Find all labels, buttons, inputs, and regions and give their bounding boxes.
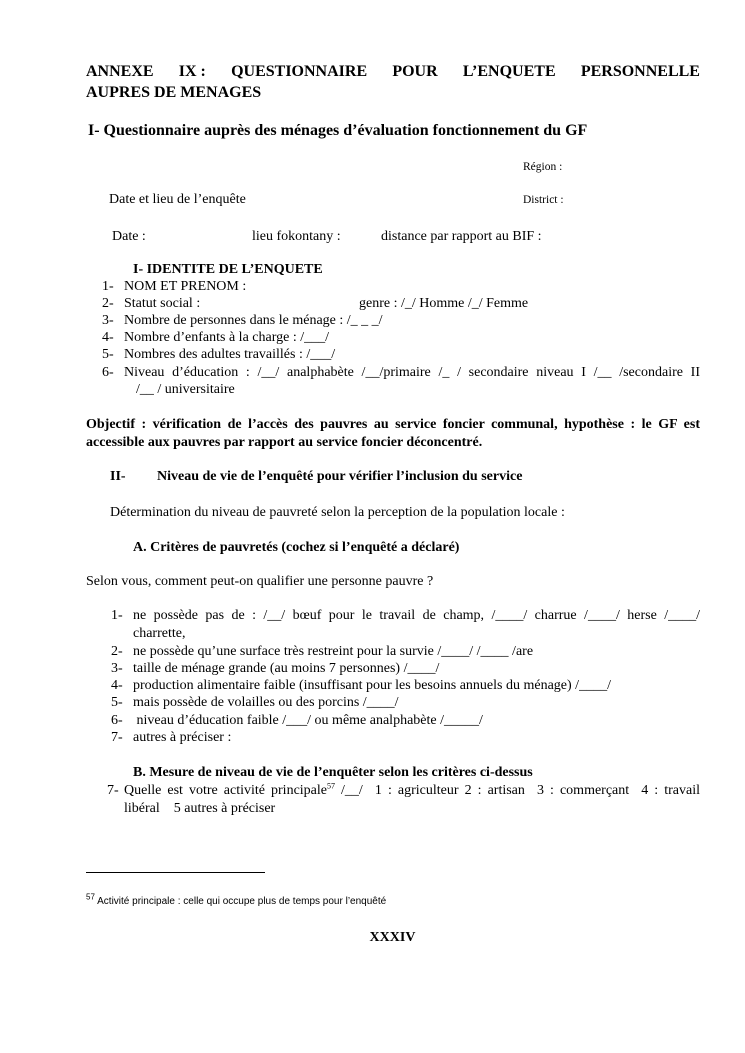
list-item-continuation: /__ / universitaire [136, 382, 235, 397]
title-line-2: AUPRES DE MENAGES [86, 84, 262, 101]
list-item-number: 5- [102, 347, 114, 362]
list-item: Niveau d’éducation : /__/ analphabète /__/primaire /_ / secondaire niveau I /__ /secondaire II [124, 365, 700, 380]
list-item-number: 1- [111, 608, 123, 623]
list-item: niveau d’éducation faible /___/ ou même analphabète /_____/ [133, 713, 483, 728]
list-item: taille de ménage grande (au moins 7 personnes) /____/ [133, 661, 440, 676]
title-word: L’ENQUETE [462, 63, 556, 80]
distance-label: distance par rapport au BIF : [381, 229, 542, 244]
section2-heading: Niveau de vie de l’enquêté pour vérifier l’inclusion du service [157, 469, 523, 484]
footnote-reference: 57 [327, 781, 335, 791]
list-item-number: 1- [102, 279, 114, 294]
title-word: ANNEXE [86, 63, 154, 80]
list-item: autres à préciser : [133, 730, 232, 745]
date-label: Date : [112, 229, 146, 244]
list-item: Statut social : [124, 296, 201, 311]
identity-heading: I- IDENTITE DE L’ENQUETE [133, 262, 323, 277]
footnote-text: Activité principale : celle qui occupe plus de temps pour l’enquêté [94, 896, 387, 907]
list-item: NOM ET PRENOM : [124, 279, 247, 294]
footnote [86, 892, 387, 907]
list-item-number: 3- [102, 313, 114, 328]
list-item: production alimentaire faible (insuffisant pour les besoins annuels du ménage) /____/ [133, 678, 611, 693]
subA-heading: A. Critères de pauvretés (cochez si l’enquêté a déclaré) [133, 540, 460, 555]
fokontany-label: lieu fokontany : [252, 229, 341, 244]
district-label: District : [523, 194, 564, 206]
list-item: ne possède qu’une surface très restreint pour la survie /____/ /____ /are [133, 644, 534, 659]
title-word: QUESTIONNAIRE [231, 63, 368, 80]
list-item-number: 4- [102, 330, 114, 345]
date-lieu-label: Date et lieu de l’enquête [109, 192, 246, 207]
gender-field: genre : /_/ Homme /_/ Femme [359, 296, 529, 311]
footnote-mark: 57 [86, 892, 95, 902]
list-item-number: 5- [111, 695, 123, 710]
list-item: Nombre de personnes dans le ménage : /_ _ _/ [124, 313, 383, 328]
section2-intro: Détermination du niveau de pauvreté selon la perception de la population locale : [110, 505, 565, 520]
subA-question: Selon vous, comment peut-on qualifier une personne pauvre ? [86, 574, 434, 589]
title-word: POUR [392, 63, 438, 80]
list-item-number: 2- [111, 644, 123, 659]
section-heading: I- Questionnaire auprès des ménages d’évaluation fonctionnement du GF [88, 122, 588, 139]
list-item-number: 6- [102, 365, 114, 380]
list-item-number: 2- [102, 296, 114, 311]
list-item-text: Quelle est votre activité principale [124, 783, 327, 798]
list-item-number: 6- [111, 713, 123, 728]
list-item-number: 7- [107, 783, 119, 798]
title-word: PERSONNELLE [580, 63, 700, 80]
list-item [124, 783, 700, 799]
list-item: mais possède de volailles ou des porcins /____/ [133, 695, 399, 710]
title-line-1 [86, 63, 700, 81]
list-item-number: 4- [111, 678, 123, 693]
list-item: Nombre d’enfants à la charge : /___/ [124, 330, 330, 345]
region-label: Région : [523, 161, 563, 173]
list-item: ne possède pas de : /__/ bœuf pour le travail de champ, /____/ charrue /____/ herse /____/ [133, 608, 700, 623]
list-item-number: 7- [111, 730, 123, 745]
objectif-line-1: Objectif : vérification de l’accès des pauvres au service foncier communal, hypothèse : le GF est [86, 417, 700, 432]
footnote-separator [86, 872, 265, 873]
objectif-line-2: accessible aux pauvres par rapport au service foncier déconcentré. [86, 435, 483, 450]
list-item-text: /__/ 1 : agriculteur 2 : artisan 3 : commerçant 4 : travail [335, 783, 700, 798]
section2-number: II- [110, 469, 126, 484]
list-item-number: 3- [111, 661, 123, 676]
page-number: XXXIV [369, 930, 416, 945]
title-word: IX : [178, 63, 206, 80]
list-item: Nombres des adultes travaillés : /___/ [124, 347, 336, 362]
list-item-continuation: libéral 5 autres à préciser [124, 801, 276, 816]
list-item-continuation: charrette, [133, 626, 186, 641]
subB-heading: B. Mesure de niveau de vie de l’enquêter selon les critères ci-dessus [133, 765, 533, 780]
